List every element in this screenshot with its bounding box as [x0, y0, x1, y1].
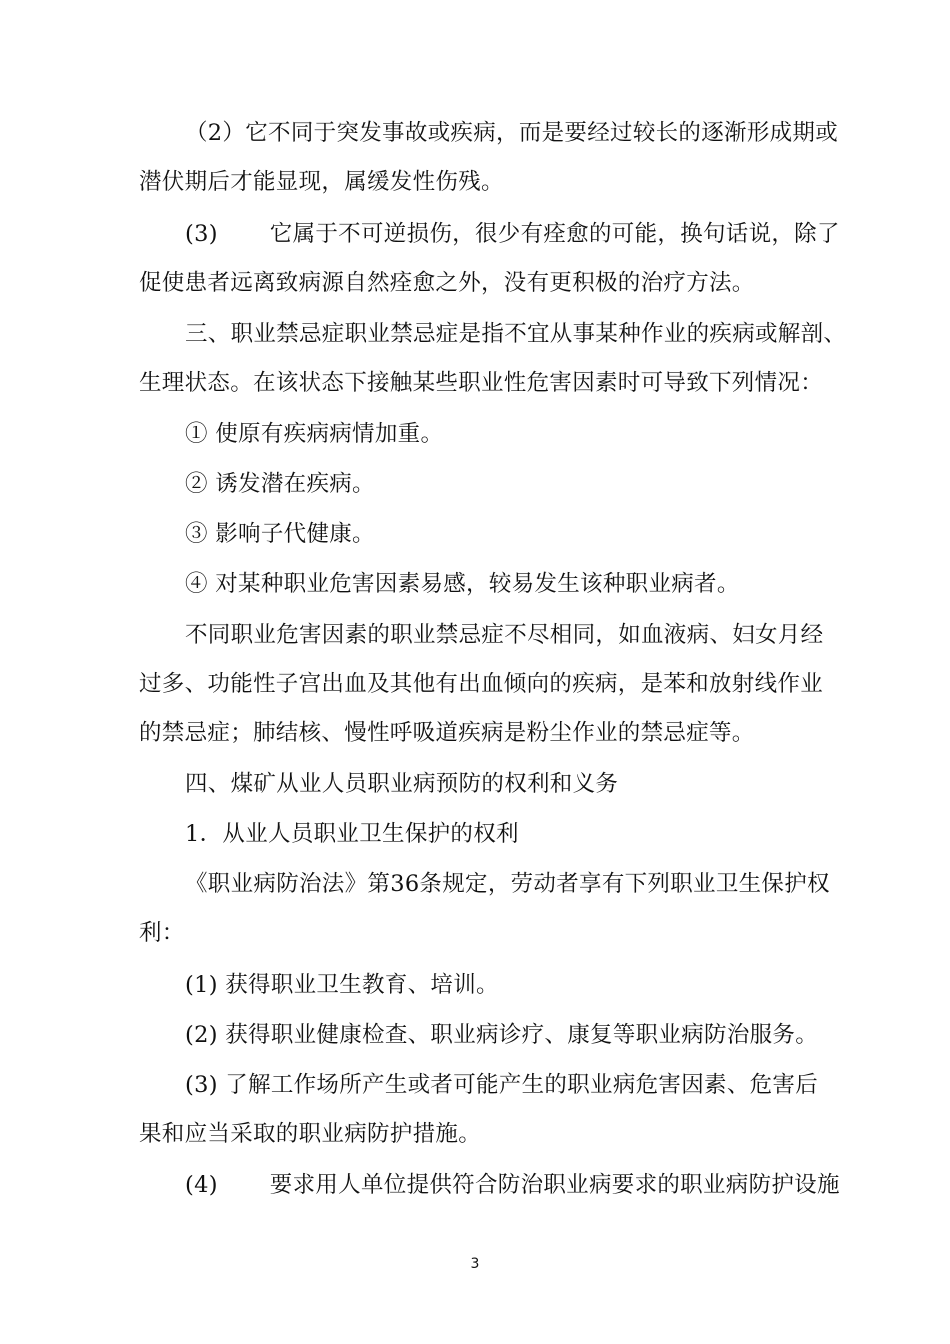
- list-marker: (4): [185, 1172, 218, 1198]
- paragraph-line: [185, 210, 840, 259]
- paragraph-line: 利：: [139, 920, 185, 946]
- list-item: ④ 对某种职业危害因素易感，较易发生该种职业病者。: [185, 571, 740, 597]
- paragraph-text: 它属于不可逆损伤，很少有痊愈的可能，换句话说，除了: [269, 221, 840, 247]
- subsection-heading-line: 1．从业人员职业卫生保护的权利: [185, 821, 519, 847]
- paragraph-line: 的禁忌症；肺结核、慢性呼吸道疾病是粉尘作业的禁忌症等。: [139, 720, 755, 746]
- section-heading-line: 四、煤矿从业人员职业病预防的权利和义务: [185, 771, 619, 797]
- paragraph-line: 不同职业危害因素的职业禁忌症不尽相同，如血液病、妇女月经: [185, 622, 824, 648]
- paragraph-line: 果和应当采取的职业病防护措施。: [139, 1121, 482, 1147]
- paragraph-line: 过多、功能性子宫出血及其他有出血倾向的疾病，是苯和放射线作业: [139, 671, 824, 697]
- list-item: (1) 获得职业卫生教育、培训。: [185, 972, 499, 998]
- section-heading-line: 三、职业禁忌症职业禁忌症是指不宜从事某种作业的疾病或解剖、: [185, 321, 847, 347]
- paragraph-line: 促使患者远离致病源自然痊愈之外，没有更积极的治疗方法。: [139, 270, 755, 296]
- list-item: ③ 影响子代健康。: [185, 521, 375, 547]
- paragraph-line: 潜伏期后才能显现，属缓发性伤残。: [139, 169, 504, 195]
- list-marker: (3): [185, 221, 218, 247]
- paragraph-line: （2）它不同于突发事故或疾病，而是要经过较长的逐渐形成期或: [185, 120, 839, 146]
- paragraph-line: 生理状态。在该状态下接触某些职业性危害因素时可导致下列情况：: [139, 370, 824, 396]
- paragraph-line: 《职业病防治法》第36条规定，劳动者享有下列职业卫生保护权: [185, 871, 830, 897]
- list-item: (2) 获得职业健康检查、职业病诊疗、康复等职业病防治服务。: [185, 1022, 819, 1048]
- list-item: ① 使原有疾病病情加重。: [185, 421, 444, 447]
- paragraph-text: 要求用人单位提供符合防治职业病要求的职业病防护设施: [269, 1172, 840, 1198]
- list-item: [185, 1161, 840, 1210]
- page-number: 3: [470, 1256, 480, 1272]
- list-item: (3) 了解工作场所产生或者可能产生的职业病危害因素、危害后: [185, 1072, 819, 1098]
- list-item: ② 诱发潜在疾病。: [185, 471, 375, 497]
